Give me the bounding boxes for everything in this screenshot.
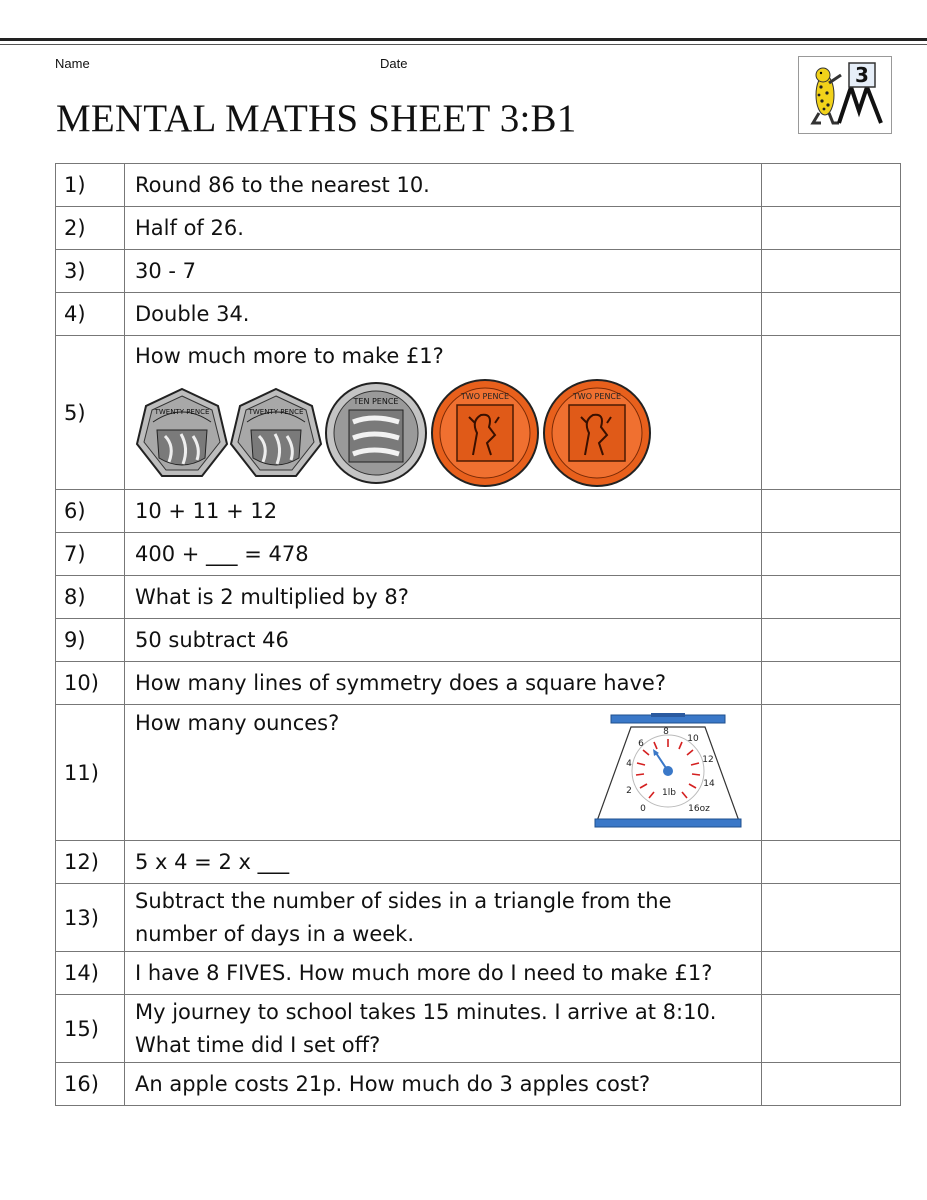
answer-box[interactable]: [762, 576, 901, 619]
question-text: 10 + 11 + 12: [125, 490, 762, 533]
logo: [798, 56, 892, 134]
question-text: An apple costs 21p. How much do 3 apples cost?: [125, 1063, 762, 1106]
question-number: 11): [56, 705, 125, 841]
question-text: How many lines of symmetry does a square have?: [125, 662, 762, 705]
question-row-2: [56, 207, 901, 250]
answer-box[interactable]: [762, 250, 901, 293]
question-text: 5 x 4 = 2 x ___: [125, 841, 762, 884]
question-number: 13): [56, 884, 125, 952]
question-number: 15): [56, 995, 125, 1063]
coin-label: TWENTY PENCE: [248, 408, 304, 416]
question-row-1: [56, 164, 901, 207]
coins-row: [135, 377, 761, 489]
date-label: Date: [380, 56, 408, 71]
question-text: My journey to school takes 15 minutes. I arrive at 8:10.: [135, 999, 717, 1024]
question-number: 14): [56, 952, 125, 995]
twenty-pence-coin-icon: [135, 386, 229, 480]
coin-label: TEN PENCE: [353, 397, 399, 406]
answer-box[interactable]: [762, 662, 901, 705]
question-row-15: [56, 995, 901, 1063]
question-row-6: [56, 490, 901, 533]
page-title: MENTAL MATHS SHEET 3:B1: [56, 97, 577, 140]
answer-box[interactable]: [762, 952, 901, 995]
name-label: Name: [55, 56, 90, 71]
question-text: How many ounces?: [135, 711, 340, 735]
answer-box[interactable]: [762, 619, 901, 662]
question-number: 8): [56, 576, 125, 619]
question-row-16: [56, 1063, 901, 1106]
scale-tick-label: 6: [638, 739, 644, 749]
question-number: 12): [56, 841, 125, 884]
question-row-3: [56, 250, 901, 293]
question-row-10: [56, 662, 901, 705]
scale-tick-label: 12: [702, 755, 714, 765]
question-row-4: [56, 293, 901, 336]
scale-tick-label: 4: [626, 759, 632, 769]
kitchen-scale-icon: [593, 713, 743, 831]
answer-box[interactable]: [762, 293, 901, 336]
question-text: 30 - 7: [125, 250, 762, 293]
coin-label: TWENTY PENCE: [154, 408, 210, 416]
question-number: 9): [56, 619, 125, 662]
question-text: Double 34.: [125, 293, 762, 336]
scale-tick-label: 2: [626, 786, 632, 796]
question-text: What is 2 multiplied by 8?: [125, 576, 762, 619]
question-row-7: [56, 533, 901, 576]
question-number: 16): [56, 1063, 125, 1106]
question-row-9: [56, 619, 901, 662]
answer-box[interactable]: [762, 1063, 901, 1106]
ten-pence-coin-icon: [323, 380, 429, 486]
question-number: 4): [56, 293, 125, 336]
answer-box[interactable]: [762, 841, 901, 884]
logo-number: 3: [855, 63, 869, 87]
question-text-line2: What time did I set off?: [135, 1032, 381, 1057]
coin-label: TWO PENCE: [460, 392, 510, 401]
answer-box[interactable]: [762, 164, 901, 207]
question-number: 1): [56, 164, 125, 207]
question-number: 5): [56, 336, 125, 490]
coin-label: TWO PENCE: [572, 392, 622, 401]
question-row-13: [56, 884, 901, 952]
question-number: 2): [56, 207, 125, 250]
twenty-pence-coin-icon: [229, 386, 323, 480]
question-text: 400 + ___ = 478: [125, 533, 762, 576]
question-row-8: [56, 576, 901, 619]
two-pence-coin-icon: [541, 377, 653, 489]
scale-center-label: 1lb: [662, 788, 676, 798]
question-text: 50 subtract 46: [125, 619, 762, 662]
answer-box[interactable]: [762, 207, 901, 250]
question-row-12: [56, 841, 901, 884]
question-number: 7): [56, 533, 125, 576]
answer-box[interactable]: [762, 533, 901, 576]
scale-tick-label: 8: [663, 727, 669, 737]
leopard-logo-icon: [799, 57, 891, 133]
question-number: 6): [56, 490, 125, 533]
answer-box[interactable]: [762, 490, 901, 533]
scale-tick-label: 16oz: [688, 804, 710, 814]
question-number: 10): [56, 662, 125, 705]
answer-box[interactable]: [762, 705, 901, 841]
top-rule-thin: [0, 44, 927, 45]
two-pence-coin-icon: [429, 377, 541, 489]
question-text: Subtract the number of sides in a triangle from the: [135, 888, 672, 913]
answer-box[interactable]: [762, 995, 901, 1063]
question-row-5: [56, 336, 901, 490]
question-text: How much more to make £1?: [135, 344, 444, 368]
scale-tick-label: 10: [687, 734, 699, 744]
question-row-14: [56, 952, 901, 995]
questions-table: [55, 163, 901, 1106]
answer-box[interactable]: [762, 884, 901, 952]
scale-tick-label: 0: [640, 804, 646, 814]
question-number: 3): [56, 250, 125, 293]
scale-tick-label: 14: [703, 779, 715, 789]
top-rule: [0, 38, 927, 41]
answer-box[interactable]: [762, 336, 901, 490]
question-text: Half of 26.: [125, 207, 762, 250]
question-text: Round 86 to the nearest 10.: [125, 164, 762, 207]
question-text: I have 8 FIVES. How much more do I need to make £1?: [125, 952, 762, 995]
question-text-line2: number of days in a week.: [135, 921, 415, 946]
question-row-11: [56, 705, 901, 841]
